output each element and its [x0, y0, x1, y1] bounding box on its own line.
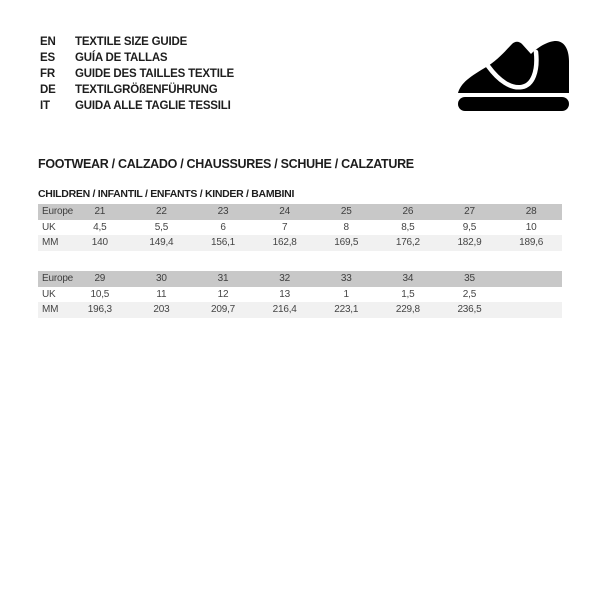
table-cell: 236,5	[439, 302, 501, 318]
section-title-footwear: FOOTWEAR / CALZADO / CHAUSSURES / SCHUHE / CALZATURE	[38, 157, 414, 171]
language-code: ES	[40, 52, 55, 64]
table-cell: 25	[315, 204, 377, 220]
row-label: Europe	[38, 271, 69, 287]
row-label: MM	[38, 302, 69, 318]
table-cell: 2,5	[439, 287, 501, 303]
table-cell: 1,5	[377, 287, 439, 303]
guide-title: GUÍA DE TALLAS	[75, 52, 168, 64]
table-cell: 9,5	[439, 220, 501, 236]
table-row-uk	[38, 287, 562, 303]
table-cell: 229,8	[377, 302, 439, 318]
language-row-it	[40, 98, 234, 114]
table-cell: 22	[131, 204, 193, 220]
table-cell	[500, 302, 562, 318]
table-cell: 7	[254, 220, 316, 236]
row-label: Europe	[38, 204, 69, 220]
language-row-fr	[40, 66, 234, 82]
table-cell: 4,5	[69, 220, 131, 236]
table-cell: 28	[500, 204, 562, 220]
table-cell: 13	[254, 287, 316, 303]
table-cell: 6	[192, 220, 254, 236]
table-cell: 31	[192, 271, 254, 287]
table-cell: 223,1	[315, 302, 377, 318]
table-cell: 216,4	[254, 302, 316, 318]
table-cell	[500, 271, 562, 287]
language-row-en	[40, 34, 234, 50]
table-cell: 12	[192, 287, 254, 303]
table-cell: 8,5	[377, 220, 439, 236]
table-cell: 176,2	[377, 235, 439, 251]
size-table-eu-21-28	[38, 204, 562, 251]
table-cell: 196,3	[69, 302, 131, 318]
section-subtitle-children: CHILDREN / INFANTIL / ENFANTS / KINDER / BAMBINI	[38, 188, 295, 200]
language-code: DE	[40, 84, 56, 96]
table-cell: 209,7	[192, 302, 254, 318]
language-code: FR	[40, 68, 55, 80]
table-cell: 23	[192, 204, 254, 220]
table-cell: 34	[377, 271, 439, 287]
table-cell	[500, 287, 562, 303]
table-cell: 26	[377, 204, 439, 220]
table-cell: 203	[131, 302, 193, 318]
table-cell: 35	[439, 271, 501, 287]
guide-title: GUIDA ALLE TAGLIE TESSILI	[75, 100, 231, 112]
table-row-mm	[38, 302, 562, 318]
table-cell: 33	[315, 271, 377, 287]
language-row-de	[40, 82, 234, 98]
table-cell: 169,5	[315, 235, 377, 251]
table-cell: 10	[500, 220, 562, 236]
table-cell: 27	[439, 204, 501, 220]
row-label: MM	[38, 235, 69, 251]
table-row-europe	[38, 204, 562, 220]
row-label: UK	[38, 287, 69, 303]
table-row-europe	[38, 271, 562, 287]
size-table-eu-29-35	[38, 271, 562, 318]
table-cell: 149,4	[131, 235, 193, 251]
guide-title: TEXTILGRÖßENFÜHRUNG	[75, 84, 218, 96]
table-row-mm	[38, 235, 562, 251]
language-title-block	[40, 34, 234, 114]
table-cell: 29	[69, 271, 131, 287]
table-cell: 30	[131, 271, 193, 287]
language-code: IT	[40, 100, 50, 112]
table-cell: 5,5	[131, 220, 193, 236]
language-code: EN	[40, 36, 56, 48]
table-cell: 1	[315, 287, 377, 303]
childrens-shoe-icon	[455, 33, 570, 111]
table-cell: 182,9	[439, 235, 501, 251]
table-cell: 162,8	[254, 235, 316, 251]
row-label: UK	[38, 220, 69, 236]
table-cell: 10,5	[69, 287, 131, 303]
table-row-uk	[38, 220, 562, 236]
table-cell: 21	[69, 204, 131, 220]
language-row-es	[40, 50, 234, 66]
table-cell: 8	[315, 220, 377, 236]
table-cell: 32	[254, 271, 316, 287]
table-cell: 140	[69, 235, 131, 251]
guide-title: GUIDE DES TAILLES TEXTILE	[75, 68, 234, 80]
table-cell: 11	[131, 287, 193, 303]
table-cell: 24	[254, 204, 316, 220]
table-cell: 189,6	[500, 235, 562, 251]
table-cell: 156,1	[192, 235, 254, 251]
guide-title: TEXTILE SIZE GUIDE	[75, 36, 188, 48]
